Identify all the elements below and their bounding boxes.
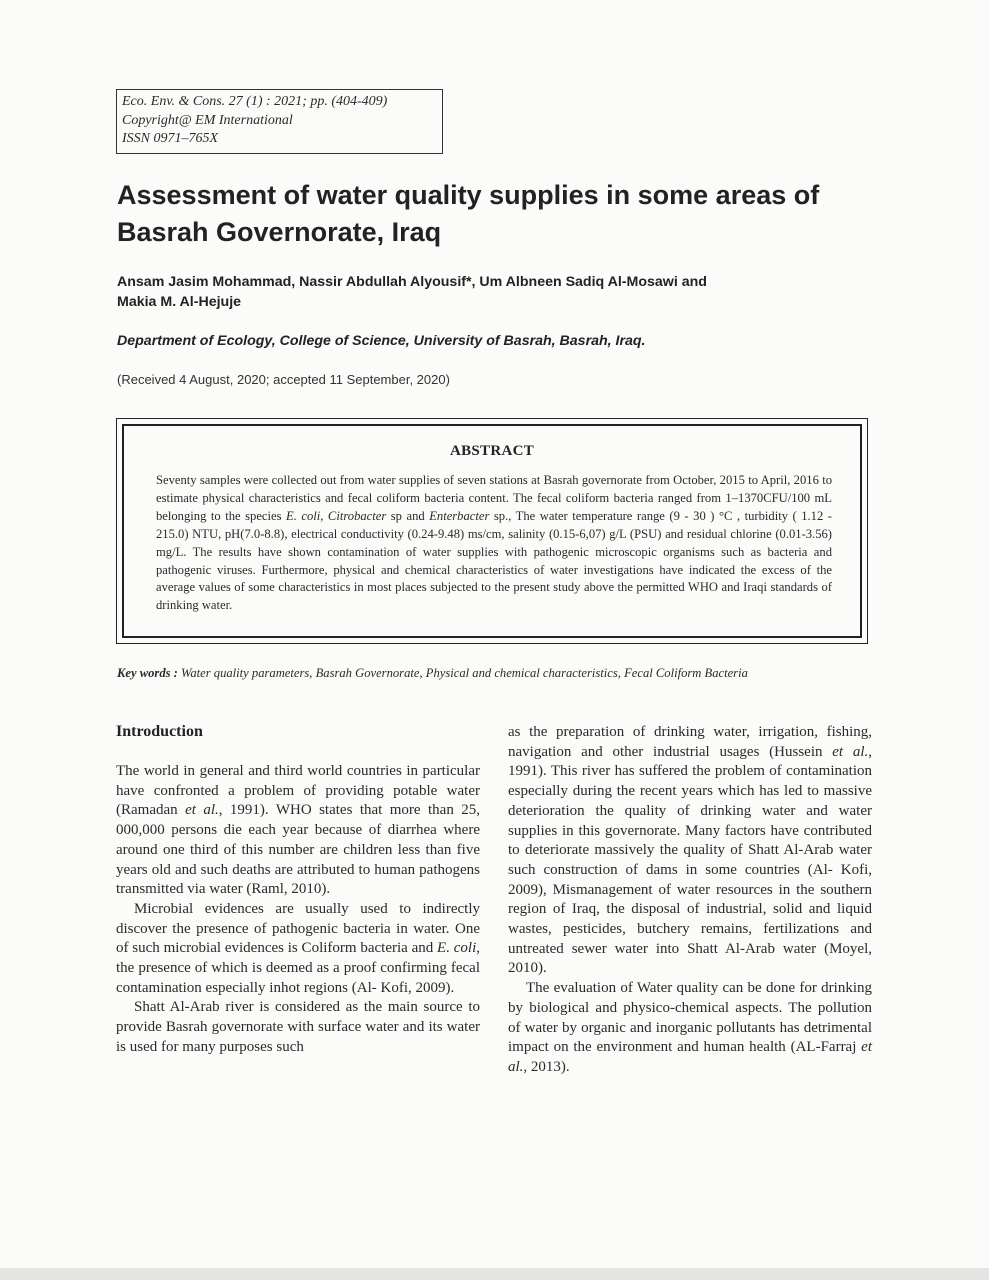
body-paragraph: [116, 762, 480, 900]
abstract-inner-frame: [122, 424, 862, 638]
body-column-left: [116, 722, 480, 1058]
journal-copyright: Copyright@ EM International: [122, 112, 293, 128]
abstract-species-italic: E. coli, Citrobacter: [286, 508, 387, 523]
paragraph-italic: et al.: [185, 802, 219, 819]
paper-title-line-2: Basrah Governorate, Iraq: [117, 217, 442, 247]
abstract-text-part: sp and: [386, 508, 430, 523]
keywords: [117, 666, 748, 681]
paper-title-line-1: Assessment of water quality supplies in some areas of: [117, 180, 820, 210]
paper-title: [117, 177, 917, 251]
paragraph-text: , 1991). WHO states that more than 25, 000,000 persons die each year because of diarrhea where around one third of this number are children less than five years old and such deaths are attributed to human pathogens transmitted via water (Raml, 2010).: [116, 802, 480, 898]
author-list: [117, 272, 837, 312]
journal-citation-box: [116, 89, 443, 154]
abstract-species-italic: Enterbacter: [429, 508, 490, 523]
body-column-right: [508, 723, 872, 1078]
section-heading-introduction: Introduction: [116, 723, 203, 740]
abstract-text: [156, 472, 832, 615]
paragraph-text: as the preparation of drinking water, irrigation, fishing, navigation and other industrial usages (Hussein: [508, 724, 872, 760]
abstract-box: [116, 418, 868, 644]
abstract-heading: ABSTRACT: [449, 443, 535, 459]
abstract-text-part: Seventy samples were collected out from water supplies of seven stations at Basrah governorate from October, 2015 to April, 2016 to estimate physical characteristics and fecal coliform bacteria content. The fecal coliform bacteria ranged from 1–1370CFU/100 mL belonging to the species: [156, 473, 832, 523]
keywords-text: Water quality parameters, Basrah Governorate, Physical and chemical characteristics, Fecal Coliform Bacteria: [177, 666, 748, 680]
paragraph-italic: et al.: [508, 1039, 872, 1075]
body-paragraph: [508, 979, 872, 1078]
journal-citation: Eco. Env. & Cons. 27 (1) : 2021; pp. (404-409): [122, 94, 388, 109]
paragraph-text: , the presence of which is deemed as a proof confirming fecal contamination especially inhot regions (Al- Kofi, 2009).: [116, 940, 480, 996]
author-list-line-1: Ansam Jasim Mohammad, Nassir Abdullah Alyousif*, Um Albneen Sadiq Al-Mosawi and: [117, 274, 707, 290]
journal-issn: ISSN 0971–765X: [122, 131, 219, 146]
body-paragraph: Shatt Al-Arab river is considered as the main source to provide Basrah governorate with surface water and its water is used for many purposes such: [116, 999, 480, 1055]
page-bottom-edge: [0, 1268, 989, 1280]
paragraph-text: The world in general and third world countries in particular have confronted a problem of providing potable water (Ramadan: [116, 763, 480, 819]
paragraph-text: Microbial evidences are usually used to indirectly discover the presence of pathogenic bacteria in water. One of such microbial evidences is Coliform bacteria and: [116, 900, 480, 957]
body-paragraph: [116, 900, 480, 999]
author-list-line-2: Makia M. Al-Hejuje: [117, 294, 242, 310]
body-paragraph: [508, 723, 872, 979]
paragraph-text: , 1991). This river has suffered the problem of contamination especially during the recent years which has led to massive deterioration the quality of drinking water and water supplies in this governorate. Many factors have contributed to deteriorate massively the quality of Shatt Al-Arab water such construction of dams in some countries (Al- Kofi, 2009), Mismanagement of water resources in the southern region of Iraq, the disposal of industrial, solid and liquid wastes, pesticides, butchery remains, fertilizations and untreated sewer water into Shatt Al-Arab water (Moyel, 2010).: [508, 743, 872, 977]
affiliation: Department of Ecology, College of Science, University of Basrah, Basrah, Iraq.: [117, 333, 646, 349]
abstract-text-part: sp., The water temperature range (9 - 30 ) °C , turbidity ( 1.12 - 215.0) NTU, pH(7.0-8.8), electrical conductivity (0.24-9.48) ms/cm, salinity (0.15-6,07) g/L (PSU) and residual chlorine (0.01-3.56) mg/L. The results have shown contamination of water supplies with pathogenic microscopic organisms such as bacteria and pathogenic viruses. Furthermore, physical and chemical characteristics of water investigations have indicated the excess of the average values of some characteristics in most places subjected to the present study above the permitted WHO and Iraqi standards of drinking water.: [156, 508, 832, 613]
received-dates: (Received 4 August, 2020; accepted 11 September, 2020): [117, 372, 450, 387]
paragraph-text: The evaluation of Water quality can be done for drinking by biological and physico-chemical aspects. The pollution of water by organic and inorganic pollutants has detrimental impact on the environment and human health (AL-Farraj: [508, 980, 872, 1056]
paragraph-italic: E. coli: [437, 940, 477, 957]
paragraph-text: , 2013).: [523, 1058, 570, 1075]
keywords-label: Key words :: [117, 666, 178, 680]
paragraph-italic: et al.: [832, 743, 869, 760]
